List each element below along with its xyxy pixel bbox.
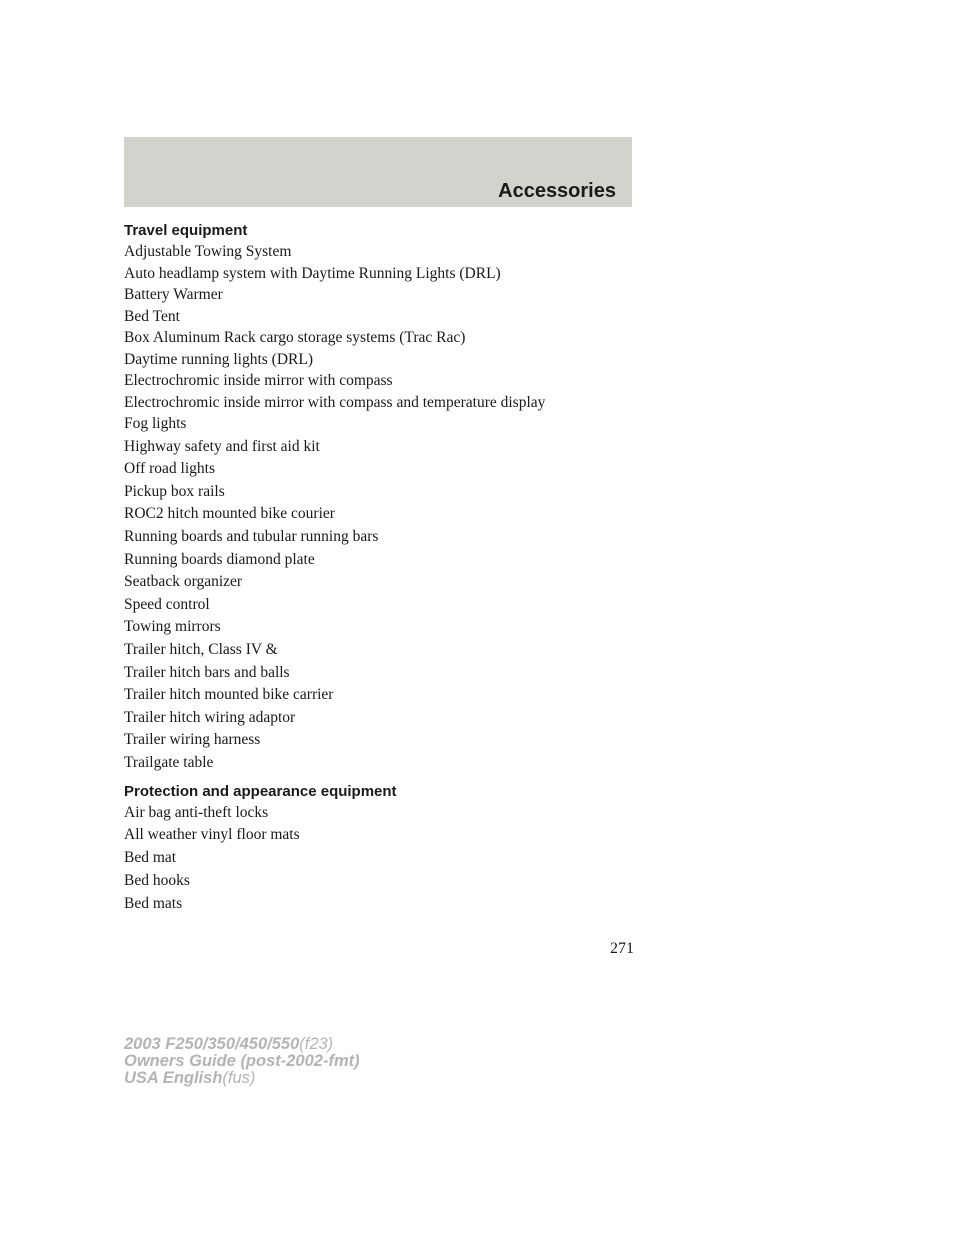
list-item: Box Aluminum Rack cargo storage systems (Trac Rac) [124, 329, 466, 346]
protection-equipment-list [124, 802, 644, 916]
list-item: Running boards and tubular running bars [124, 527, 379, 545]
footer-guide-title: Owners Guide (post-2002-fmt) [124, 1052, 360, 1070]
list-item: Off road lights [124, 460, 215, 478]
travel-equipment-list [124, 241, 644, 775]
list-item: Seatback organizer [124, 573, 243, 591]
list-item: Adjustable Towing System [124, 243, 292, 260]
list-item: Pickup box rails [124, 482, 225, 500]
footer-line-guide [124, 1053, 360, 1070]
section-title: Accessories [498, 180, 616, 202]
section-header-band [124, 137, 632, 207]
list-item: Speed control [124, 595, 210, 613]
list-item: Towing mirrors [124, 618, 221, 636]
protection-equipment-heading: Protection and appearance equipment [124, 782, 397, 800]
list-item: Air bag anti-theft locks [124, 803, 269, 821]
list-item: ROC2 hitch mounted bike courier [124, 505, 335, 523]
list-item: Bed Tent [124, 307, 180, 325]
footer-line-language [124, 1070, 360, 1087]
list-item: Running boards diamond plate [124, 550, 315, 568]
footer-language-code: (fus) [222, 1069, 256, 1087]
document-footer [124, 1036, 360, 1087]
list-item: Electrochromic inside mirror with compass and temperature display [124, 393, 546, 411]
footer-language: USA English [124, 1069, 223, 1087]
list-item: Bed mat [124, 849, 177, 867]
footer-line-model [124, 1036, 360, 1053]
travel-equipment-heading: Travel equipment [124, 222, 248, 239]
list-item: All weather vinyl floor mats [124, 826, 300, 844]
list-item: Trailer hitch mounted bike carrier [124, 686, 334, 704]
list-item: Trailer hitch, Class IV & [124, 640, 278, 658]
list-item: Trailer hitch bars and balls [124, 663, 290, 681]
list-item: Fog lights [124, 415, 187, 432]
list-item: Daytime running lights (DRL) [124, 350, 313, 368]
list-item: Electrochromic inside mirror with compass [124, 372, 393, 389]
page-number: 271 [610, 940, 634, 957]
list-item: Auto headlamp system with Daytime Running Lights (DRL) [124, 264, 501, 282]
footer-model-code: (f23) [299, 1035, 334, 1053]
list-item: Highway safety and first aid kit [124, 437, 320, 455]
list-item: Bed mats [124, 894, 183, 912]
list-item: Trailgate table [124, 753, 214, 771]
footer-model: 2003 F250/350/450/550 [124, 1035, 300, 1053]
list-item: Trailer wiring harness [124, 731, 261, 749]
list-item: Trailer hitch wiring adaptor [124, 708, 296, 726]
list-item: Bed hooks [124, 871, 190, 889]
list-item: Battery Warmer [124, 286, 223, 303]
page-content [124, 221, 644, 915]
